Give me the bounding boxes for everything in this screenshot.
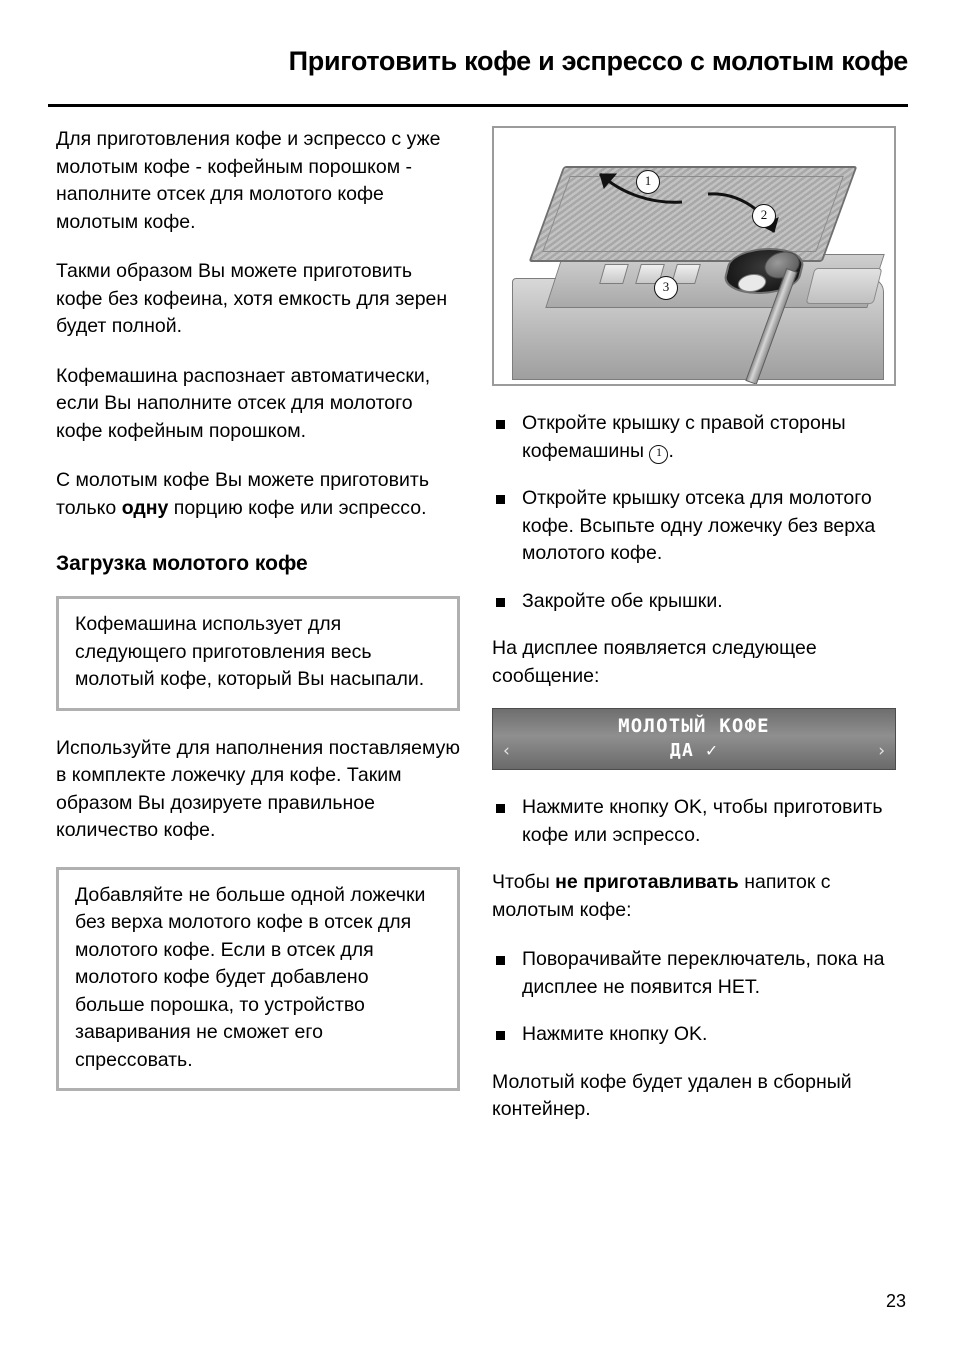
left-column	[56, 126, 460, 1115]
step-close-lids	[492, 588, 896, 616]
step-turn-selector-text: Поворачивайте переключатель, пока на дисплее не появится НЕТ.	[522, 948, 885, 998]
arrow-open-compartment-icon	[702, 186, 792, 256]
note-box-usage: Кофемашина использует для следующего приготовления весь молотый кофе, который Вы насыпали.	[56, 596, 460, 711]
step-fill-compartment	[492, 485, 896, 568]
step-turn-selector	[492, 946, 896, 1001]
display-left-arrow-icon: ‹	[503, 741, 510, 761]
callout-marker-3: 3	[654, 276, 678, 300]
spoon-paragraph: Используйте для наполнения поставляемую в комплекте ложечку для кофе. Таким образом Вы дозируете правильное количество кофе.	[56, 736, 460, 841]
page-title: Приготовить кофе и эспрессо с молотым кофе	[288, 46, 908, 76]
callout-marker-2: 2	[752, 204, 776, 228]
callout-marker-1: 1	[636, 170, 660, 194]
note-box-quantity: Добавляйте не больше одной ложечки без верха молотого кофе в отсек для молотого кофе. Если в отсек для молотого кофе будет добавлено больше порошка, то устройство заваривания не сможет его спрессовать.	[56, 867, 460, 1092]
closing-paragraph: Молотый кофе будет удален в сборный контейнер.	[492, 1070, 852, 1120]
step-press-ok-brew-text: Нажмите кнопку OK, чтобы приготовить кофе или эспрессо.	[522, 796, 883, 846]
section-heading-loading: Загрузка молотого кофе	[56, 552, 308, 575]
display-right-arrow-icon: ›	[878, 741, 885, 761]
bullet-square-icon	[496, 804, 505, 813]
single-portion-emphasis: одну	[121, 496, 169, 519]
step-fill-compartment-text: Откройте крышку отсека для молотого кофе. Всыпьте одну ложечку без верха молотого кофе.	[522, 487, 876, 564]
display-intro-paragraph: На дисплее появляется следующее сообщение:	[492, 637, 817, 687]
intro-paragraph-3: Кофемашина распознает автоматически, если Вы наполните отсек для молотого кофе кофейным порошком.	[56, 364, 431, 442]
machine-display	[492, 708, 896, 770]
step-press-ok-cancel-text: Нажмите кнопку OK.	[522, 1023, 708, 1045]
cancel-intro-after: напиток с молотым кофе:	[492, 871, 831, 921]
bullet-square-icon	[496, 956, 505, 965]
cancel-intro-before: Чтобы	[492, 871, 556, 893]
machine-side-panel	[806, 268, 883, 304]
intro-paragraph-1: Для приготовления кофе и эспрессо с уже молотым кофе - кофейным порошком - наполните отсек для молотого кофе молотым кофе.	[56, 128, 441, 233]
single-portion-text-after: порцию кофе или эспрессо.	[168, 496, 427, 519]
single-portion-paragraph	[56, 467, 460, 522]
step-open-side-lid-before: Откройте крышку с правой стороны кофемашины	[522, 412, 846, 462]
bullet-square-icon	[496, 420, 505, 429]
step-close-lids-text: Закройте обе крышки.	[522, 589, 723, 612]
steps-list-primary	[492, 410, 896, 615]
steps-list-confirm	[492, 794, 896, 849]
machine-lid-open	[529, 166, 858, 262]
step-open-side-lid	[492, 410, 896, 465]
intro-paragraph-2: Такми образом Вы можете приготовить кофе без кофеина, хотя емкость для зерен будет полной.	[56, 260, 448, 337]
single-portion-text-before: С молотым кофе Вы можете приготовить только	[56, 469, 429, 519]
cancel-intro-emphasis: не приготавливать	[555, 871, 739, 893]
machine-illustration	[492, 126, 896, 386]
steps-list-cancel	[492, 946, 896, 1049]
display-line-1: МОЛОТЫЙ КОФЕ	[618, 715, 770, 737]
step-press-ok-brew	[492, 794, 896, 849]
bullet-square-icon	[496, 495, 505, 504]
right-column	[492, 126, 896, 1146]
title-divider	[48, 104, 908, 107]
display-line-2: ДА ✓	[669, 740, 719, 761]
cancel-intro-paragraph	[492, 869, 896, 924]
bullet-square-icon	[496, 1031, 505, 1040]
step-open-side-lid-after: .	[668, 439, 674, 462]
step-press-ok-cancel	[492, 1021, 896, 1049]
inline-callout-1: 1	[649, 445, 668, 464]
page-number: 23	[885, 1291, 906, 1311]
bullet-square-icon	[496, 598, 505, 607]
